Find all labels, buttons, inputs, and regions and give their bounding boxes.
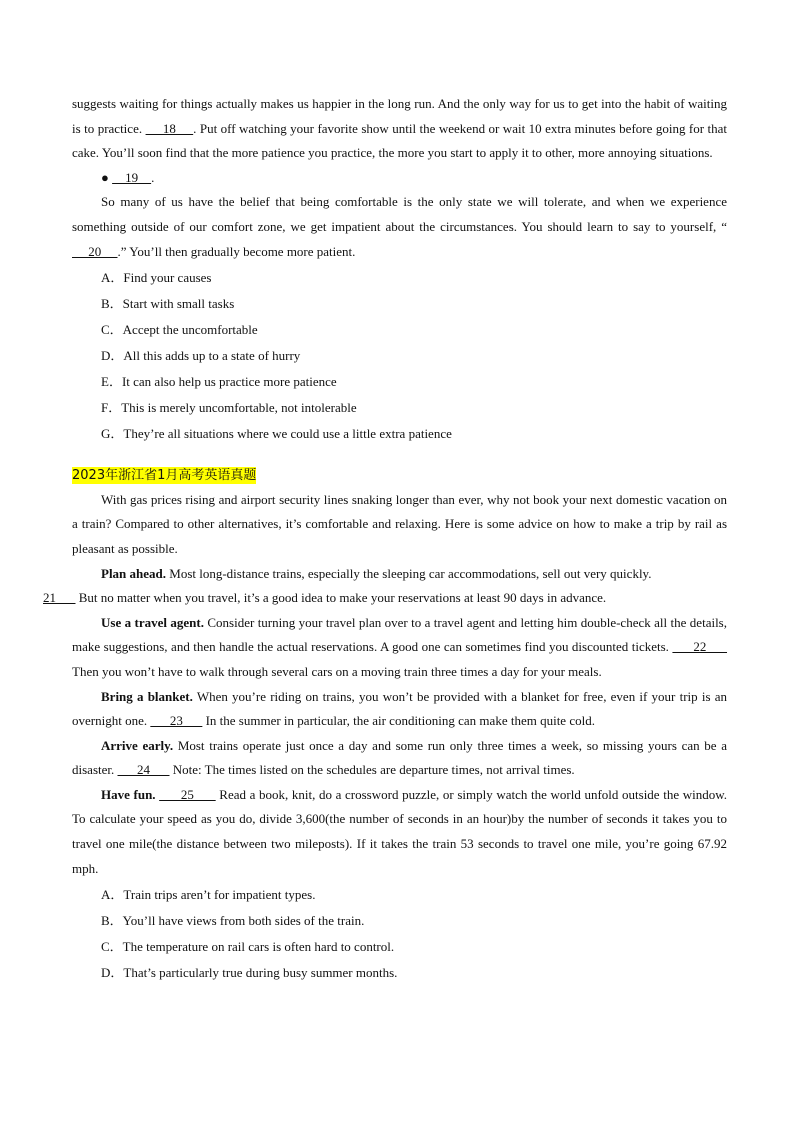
document-page — [43, 92, 728, 986]
text: But no matter when you travel, it’s a good idea to make your reservations at least 90 days in advance. — [75, 590, 607, 606]
paragraph-arrive-early — [72, 734, 727, 783]
text: Read a book, knit, do a crossword puzzle, or simply watch the world unfold outside the window. To calculate your speed as you do, divide 3,600(the number of seconds in an hour)by the number of seconds it takes you to travel one mile(the distance between two mileposts). If it takes the train 53 seconds to travel one mile, you’re going 67.92 mph. — [72, 786, 728, 876]
text: .” You’ll then gradually become more patient. — [117, 243, 356, 259]
section-heading: 2023年浙江省1月高考英语真题 — [72, 468, 257, 484]
passage2-intro: With gas prices rising and airport security lines snaking longer than ever, why not book your next domestic vacation on a train? Compared to other alternatives, it’s comfortable and relaxing. Here is some advice on how to make a trip by rail as pleasant as possible. — [72, 491, 727, 556]
paragraph-travel-agent — [72, 611, 727, 685]
paragraph-have-fun — [72, 783, 727, 881]
text: Note: The times listed on the schedules are departure times, not arrival times. — [169, 762, 575, 778]
text: . Put off watching your favorite show until the weekend or wait 10 extra minutes before going for that cake. You’ll soon find that the more patience you practice, the more you start to apply it to other, more annoying situations. — [72, 120, 728, 161]
blank-24: 24 — [117, 762, 170, 778]
passage2-options — [72, 882, 727, 986]
paragraph-blanket — [72, 685, 727, 734]
text: In the summer in particular, the air conditioning can make them quite cold. — [202, 713, 595, 729]
text: When you’re riding on trains, you won’t be provided with a blanket for free, even if your trip is an overnight one. — [72, 688, 727, 729]
blank-19: 19 — [112, 169, 152, 185]
text: . — [151, 169, 155, 185]
text: suggests waiting for things actually makes us happier in the long run. And the only way for us to get into the habit of waiting is to practice. — [72, 96, 727, 136]
passage1-paragraph2 — [72, 190, 727, 264]
blank-18: 18 — [145, 120, 194, 136]
paragraph-title: Have fun. — [101, 786, 156, 802]
paragraph-title: Plan ahead. — [101, 565, 167, 581]
paragraph-title: Use a travel agent. — [101, 614, 204, 630]
option-item: D．That’s particularly true during busy summer months. — [101, 965, 398, 981]
text: Most long-distance trains, especially the sleeping car accommodations, sell out very quickly. — [166, 565, 652, 581]
option-item: E．It can also help us practice more patience — [101, 374, 337, 390]
paragraph-plan-ahead — [43, 562, 727, 611]
text: Consider turning your travel plan over to a travel agent and letting him double-check all the details, make suggestions, and then handle the actual reservations. A good one can sometimes find you discounted tickets. — [72, 614, 727, 655]
text: So many of us have the belief that being comfortable is the only state we will tolerate, and when we experience something outside of our comfort zone, we get impatient about the circumstances. You should learn to say to yourself, “ — [72, 194, 727, 234]
paragraph-title: Bring a blanket. — [101, 688, 193, 704]
option-item: A．Find your causes — [101, 270, 212, 286]
text: Most trains operate just once a day and some run only three times a week, so missing yours can be a disaster. — [72, 737, 727, 778]
option-item: B．Start with small tasks — [101, 296, 235, 312]
option-item: D．All this adds up to a state of hurry — [101, 348, 301, 364]
paragraph-title: Arrive early. — [101, 737, 174, 753]
option-item: F．This is merely uncomfortable, not intolerable — [101, 400, 357, 416]
blank-20: 20 — [72, 243, 118, 259]
option-item: A．Train trips aren’t for impatient types. — [101, 887, 316, 903]
option-item: B．You’ll have views from both sides of the train. — [101, 913, 365, 929]
blank-22: 22 — [672, 639, 728, 655]
blank-21: 21 — [43, 590, 76, 606]
text: Then you won’t have to walk through several cars on a moving train three times a day for your meals. — [72, 663, 602, 679]
blank-25: 25 — [159, 786, 216, 802]
passage1-paragraph1 — [72, 92, 727, 166]
passage1-options — [72, 265, 727, 447]
blank-23: 23 — [150, 713, 203, 729]
option-item: C．Accept the uncomfortable — [101, 322, 258, 338]
bullet-19 — [72, 166, 727, 191]
bullet-icon: ● — [101, 169, 109, 185]
option-item: G．They’re all situations where we could use a little extra patience — [101, 426, 452, 442]
option-item: C．The temperature on rail cars is often hard to control. — [101, 939, 395, 955]
